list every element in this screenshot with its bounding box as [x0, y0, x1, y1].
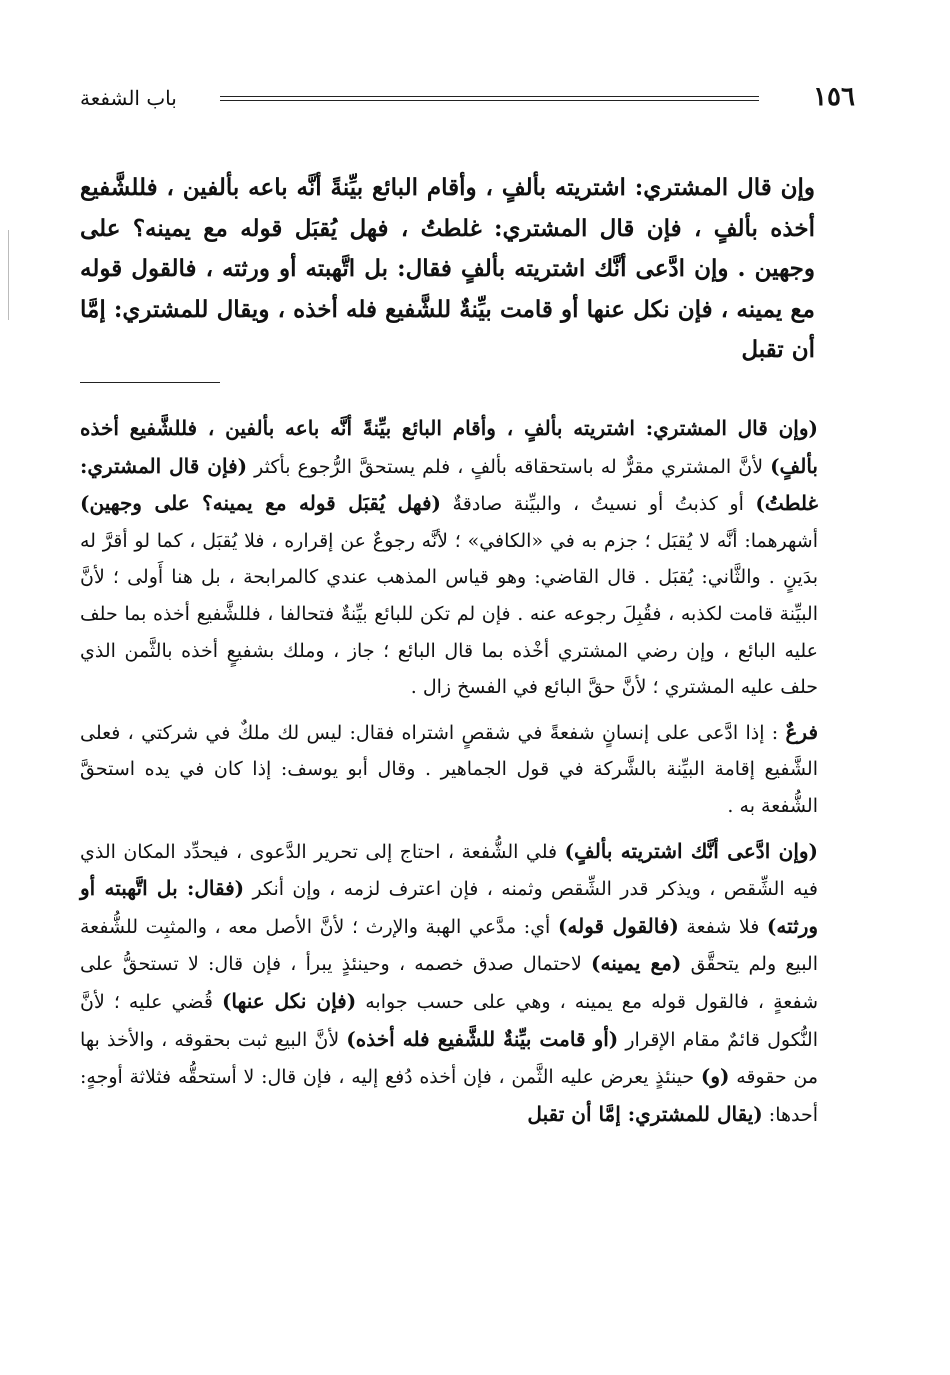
- commentary-text: فلا شفعة: [678, 915, 767, 938]
- quoted-main-text: (فهل يُقبَل قوله مع يمينه؟ على وجهين): [80, 491, 441, 516]
- page-number: ١٥٦: [813, 82, 855, 112]
- quoted-main-text: (فإن نكل عنها): [221, 988, 357, 1013]
- quoted-main-text: فرعٌ: [785, 719, 818, 744]
- quoted-main-text: (مع يمينه): [591, 951, 682, 976]
- footnote-divider: [80, 382, 220, 383]
- commentary-text: أو كذبتُ أو نسيتُ ، والبيِّنة صادقةٌ: [440, 493, 756, 516]
- commentary-text: لأنَّ البيع ثبت بحقوقه ، والأخذ بها من حقوقه: [80, 1028, 818, 1089]
- commentary-text: قُضي عليه ؛ لأنَّ النُّكول قائمٌ مقام الإقرار: [80, 990, 818, 1051]
- commentary-text: : إذا ادَّعى على إنسانٍ شفعةً في شقصٍ اشتراه فقال: ليس لك ملكٌ في شركتي ، فعلى الشَّفيع إقامة البيِّنة بالشَّركة في قول الجماهير . وقال أبو يوسف: إذا كان في يده استحقَّ الشُّفعة به .: [80, 721, 818, 817]
- quoted-main-text: (فالقول قوله): [557, 913, 679, 938]
- main-text-paragraph: وإن قال المشتري: اشتريته بألفٍ ، وأقام البائع بيِّنةً أنَّه باعه بألفين ، فللشَّفيع أخذه بألفٍ ، فإن قال المشتري: غلطتُ ، فهل يُقبَل قوله مع يمينه؟ على وجهين . وإن ادَّعى أنَّك اشتريته بألفٍ فقال: بل اتَّهبته أو ورثته ، فالقول قوله مع يمينه ، فإن نكل عنها أو قامت بيِّنةٌ للشَّفيع فله أخذه ، ويقال للمشتري: إمَّا أن تقبل: [80, 174, 815, 363]
- commentary-text: حينئذٍ يعرض عليه الثَّمن ، فإن أخذه دُفع إليه ، فإن قال: لا أستحقُّه فثلاثة أوجهٍ: أحدها:: [80, 1066, 818, 1126]
- commentary-paragraph-2: [80, 714, 818, 825]
- commentary-text: أي: مدَّعي الهبة والإرث ؛ لأنَّ الأصل معه ، والمثبِت للشُّفعة البيع ولم يتحقَّق: [80, 915, 818, 976]
- quoted-main-text: (وإن ادَّعى أنَّك اشتريته بألفٍ): [564, 838, 818, 863]
- quoted-main-text: (فإن قال المشتري: غلطتُ): [80, 453, 819, 516]
- commentary-paragraph-3: [80, 833, 818, 1134]
- commentary-text: أشهرهما: أنَّه لا يُقبَل ؛ جزم به في «الكافي» ؛ لأنَّه رجوعٌ عن إقراره ، فلا يُقبَل ، كما لو أقرَّ له بدَينٍ . والثَّاني: يُقبَل . قال القاضي: وهو قياس المذهب عندي كالمرابحة ، بل هنا أَولى ؛ لأنَّ البيِّنة قامت لكذبه ، فقُبِلَ رجوعه عنه . فإن لم تكن للبائع بيِّنةٌ فتحالفا ، فللشَّفيع أخذه بما حلف عليه البائع ، وإن رضي المشتري أخْذه بما قال البائع ؛ جاز ، وملك بشفيعٍ أخذه بالثَّمن الذي حلف عليه المشتري ؛ لأنَّ حقَّ البائع في الفسخ زال .: [80, 529, 818, 699]
- quoted-main-text: (وإن قال المشتري: اشتريته بألفٍ ، وأقام البائع بيِّنةً أنَّه باعه بألفين ، فللشَّفيع أخذه بألفٍ): [80, 416, 818, 478]
- page-header: [80, 82, 855, 118]
- commentary: [80, 410, 818, 1141]
- quoted-main-text: (يقال للمشتري: إمَّا أن تقبل: [527, 1101, 763, 1126]
- commentary-text: لأنَّ المشتري مقرٌّ له باستحقاقه بألفٍ ، فلم يستحقَّ الرُّجوع بأكثر: [247, 455, 771, 478]
- commentary-text: لاحتمال صدق خصمه ، وحينئذٍ يبرأ ، فإن قال: لا تستحقُّ على شفعةٍ ، فالقول قوله مع يمينه ، وهي على حسب جوابه: [80, 953, 818, 1013]
- chapter-title: باب الشفعة: [80, 86, 177, 110]
- main-text: [80, 168, 815, 371]
- scan-margin-mark: [8, 230, 9, 320]
- quoted-main-text: (أو قامت بيِّنةٌ للشَّفيع فله أخذه): [346, 1026, 619, 1051]
- header-rule: [220, 96, 759, 101]
- quoted-main-text: (فقال: بل اتَّهبته أو ورثته): [80, 876, 819, 938]
- commentary-paragraph-1: [80, 410, 818, 706]
- quoted-main-text: (و): [700, 1064, 730, 1089]
- commentary-text: فلي الشُّفعة ، احتاج إلى تحرير الدَّعوى ، فيحدِّد المكان الذي فيه الشِّقص ، ويذكر قدر الشِّقص وثمنه ، فإن اعترف لزمه ، وإن أنكر: [80, 840, 818, 901]
